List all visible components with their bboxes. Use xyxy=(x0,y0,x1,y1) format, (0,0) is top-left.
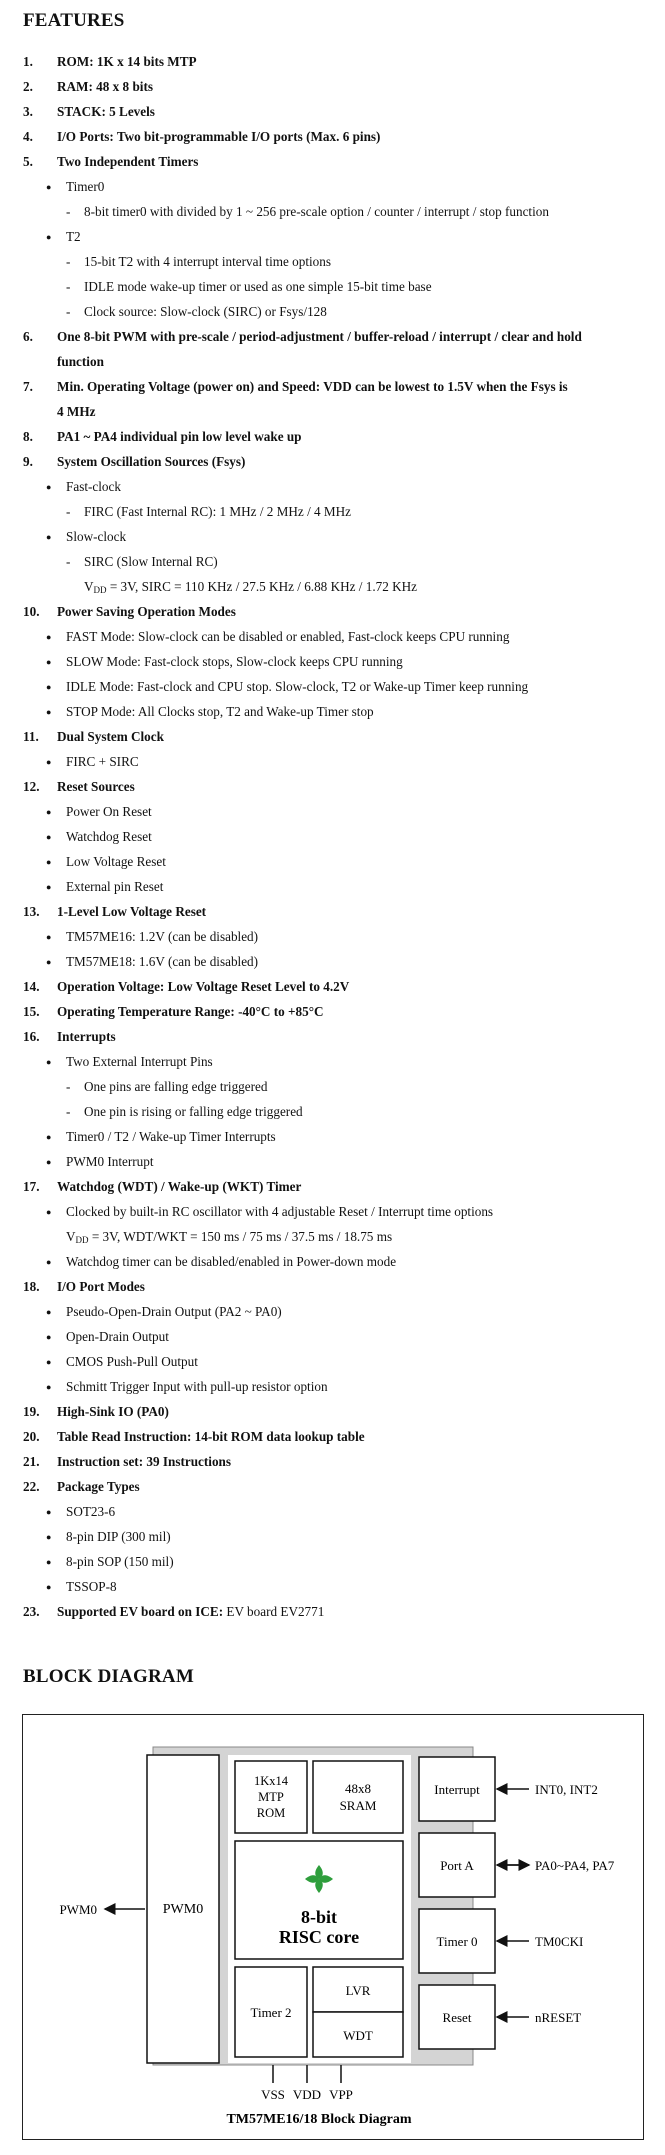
core-label-1: 8-bit xyxy=(301,1907,337,1927)
nreset-label: nRESET xyxy=(535,2010,582,2025)
feature-7-cont: 4 MHz xyxy=(57,404,96,419)
feature-12: 12. Reset Sources xyxy=(23,779,135,794)
power-mode-fast: ● FAST Mode: Slow-clock can be disabled or enabled, Fast-clock keeps CPU running xyxy=(66,628,509,645)
sram-block xyxy=(313,1761,403,1833)
io-mode-4: ● Schmitt Trigger Input with pull-up resistor option xyxy=(66,1378,328,1395)
feature-20: 20. Table Read Instruction: 14-bit ROM data lookup table xyxy=(23,1429,365,1444)
dual-clock-bullet: ● FIRC + SIRC xyxy=(66,753,139,770)
t2-detail-2: - IDLE mode wake-up timer or used as one simple 15-bit time base xyxy=(84,278,432,295)
package-4: ● TSSOP-8 xyxy=(66,1578,117,1595)
t2-bullet: ● T2 xyxy=(66,228,81,245)
porta-pins-label: PA0~PA4, PA7 xyxy=(535,1858,615,1873)
feature-5: 5. Two Independent Timers xyxy=(23,154,199,169)
interrupt-1: ● Two External Interrupt Pins xyxy=(66,1053,213,1070)
tm0cki-label: TM0CKI xyxy=(535,1934,584,1949)
rom-label-1: 1Kx14 xyxy=(253,1774,289,1788)
diagram-caption: TM57ME16/18 Block Diagram xyxy=(226,2112,412,2127)
feature-15: 15. Operating Temperature Range: -40°C to +85°C xyxy=(23,1004,324,1019)
t2-detail-3: - Clock source: Slow-clock (SIRC) or Fsys/128 xyxy=(84,303,327,320)
feature-17: 17. Watchdog (WDT) / Wake-up (WKT) Timer xyxy=(23,1179,302,1194)
package-1: ● SOT23-6 xyxy=(66,1503,115,1520)
lvr-1: ● TM57ME16: 1.2V (can be disabled) xyxy=(66,928,258,945)
int-pins-label: INT0, INT2 xyxy=(535,1782,598,1797)
reset-source-4: ● External pin Reset xyxy=(66,878,163,895)
interrupt-3: ● PWM0 Interrupt xyxy=(66,1153,154,1170)
io-mode-3: ● CMOS Push-Pull Output xyxy=(66,1353,198,1370)
slow-clock-voltage: $V_{DD} = 3V$, SIRC = 110 KHz / 27.5 KHz / 6.88 KHz / 1.72 KHz xyxy=(84,579,418,595)
reset-source-3: ● Low Voltage Reset xyxy=(66,853,166,870)
interrupt-label: Interrupt xyxy=(434,1782,480,1797)
t2-detail-1: - 15-bit T2 with 4 interrupt interval time options xyxy=(84,253,331,270)
feature-22: 22. Package Types xyxy=(23,1479,140,1494)
power-mode-stop: ● STOP Mode: All Clocks stop, T2 and Wake-up Timer stop xyxy=(66,703,374,720)
block-diagram-heading: BLOCK DIAGRAM xyxy=(23,1666,194,1687)
feature-6-cont: function xyxy=(57,354,104,369)
rom-label-3: ROM xyxy=(256,1806,286,1820)
wdt-1: ● Clocked by built-in RC oscillator with 4 adjustable Reset / Interrupt time options xyxy=(66,1203,493,1220)
feature-4: 4. I/O Ports: Two bit-programmable I/O ports (Max. 6 pins) xyxy=(23,129,381,144)
interrupt-1-detail-1: - One pins are falling edge triggered xyxy=(84,1078,267,1095)
feature-18: 18. I/O Port Modes xyxy=(23,1279,145,1294)
fast-clock-bullet: ● Fast-clock xyxy=(66,478,121,495)
block-diagram xyxy=(23,1715,643,2139)
feature-2: 2. RAM: 48 x 8 bits xyxy=(23,79,153,94)
porta-label: Port A xyxy=(440,1858,474,1873)
feature-9: 9. System Oscillation Sources (Fsys) xyxy=(23,454,246,469)
feature-19: 19. High-Sink IO (PA0) xyxy=(23,1404,169,1419)
wdt-voltage: $V_{DD} = 3V$, WDT/WKT = 150 ms / 75 ms / 37.5 ms / 18.75 ms xyxy=(66,1229,393,1245)
pwm0-block-label: PWM0 xyxy=(162,1902,204,1917)
feature-16: 16. Interrupts xyxy=(23,1029,116,1044)
pwm0-pin-label: PWM0 xyxy=(59,1902,97,1917)
timer0-detail: - 8-bit timer0 with divided by 1 ~ 256 pre-scale option / counter / interrupt / stop function xyxy=(84,203,549,220)
io-mode-1: ● Pseudo-Open-Drain Output (PA2 ~ PA0) xyxy=(66,1303,282,1320)
power-mode-slow: ● SLOW Mode: Fast-clock stops, Slow-clock keeps CPU running xyxy=(66,653,403,670)
package-2: ● 8-pin DIP (300 mil) xyxy=(66,1528,171,1545)
feature-6: 6. One 8-bit PWM with pre-scale / period-adjustment / buffer-reload / interrupt / clear and hold xyxy=(23,329,582,344)
fast-clock-detail: - FIRC (Fast Internal RC): 1 MHz / 2 MHz / 4 MHz xyxy=(84,503,351,520)
rom-label-2: MTP xyxy=(258,1790,284,1804)
slow-clock-bullet: ● Slow-clock xyxy=(66,528,126,545)
slow-clock-detail: - SIRC (Slow Internal RC) xyxy=(84,553,218,570)
wdt-label: WDT xyxy=(343,2028,373,2043)
reset-label: Reset xyxy=(442,2010,472,2025)
package-3: ● 8-pin SOP (150 mil) xyxy=(66,1553,174,1570)
features-heading: FEATURES xyxy=(23,10,125,31)
feature-8: 8. PA1 ~ PA4 individual pin low level wake up xyxy=(23,429,302,444)
timer0-bullet: ● Timer0 xyxy=(66,178,104,195)
timer0-label: Timer 0 xyxy=(436,1934,478,1949)
interrupt-2: ● Timer0 / T2 / Wake-up Timer Interrupts xyxy=(66,1128,276,1145)
vss-label: VSS xyxy=(261,2087,285,2102)
vpp-label: VPP xyxy=(329,2087,353,2102)
feature-23: 23. Supported EV board on ICE: EV board EV2771 xyxy=(23,1604,325,1619)
interrupt-1-detail-2: - One pin is rising or falling edge triggered xyxy=(84,1103,303,1120)
sram-label-2: SRAM xyxy=(339,1798,377,1813)
timer2-label: Timer 2 xyxy=(250,2005,292,2020)
lvr-2: ● TM57ME18: 1.6V (can be disabled) xyxy=(66,953,258,970)
lvr-label: LVR xyxy=(345,1983,371,1998)
feature-11: 11. Dual System Clock xyxy=(23,729,164,744)
io-mode-2: ● Open-Drain Output xyxy=(66,1328,169,1345)
feature-7: 7. Min. Operating Voltage (power on) and Speed: VDD can be lowest to 1.5V when the Fsys is xyxy=(23,379,568,394)
wdt-2: ● Watchdog timer can be disabled/enabled in Power-down mode xyxy=(66,1253,396,1270)
sram-label-1: 48x8 xyxy=(345,1781,371,1796)
feature-14: 14. Operation Voltage: Low Voltage Reset Level to 4.2V xyxy=(23,979,350,994)
feature-1: 1. ROM: 1K x 14 bits MTP xyxy=(23,54,197,69)
power-mode-idle: ● IDLE Mode: Fast-clock and CPU stop. Slow-clock, T2 or Wake-up Timer keep running xyxy=(66,678,528,695)
vdd-label: VDD xyxy=(292,2087,322,2102)
block-diagram-frame xyxy=(22,1714,644,2140)
feature-3: 3. STACK: 5 Levels xyxy=(23,104,155,119)
feature-10: 10. Power Saving Operation Modes xyxy=(23,604,236,619)
reset-source-2: ● Watchdog Reset xyxy=(66,828,152,845)
feature-13: 13. 1-Level Low Voltage Reset xyxy=(23,904,207,919)
feature-21: 21. Instruction set: 39 Instructions xyxy=(23,1454,232,1469)
reset-source-1: ● Power On Reset xyxy=(66,803,152,820)
core-label-2: RISC core xyxy=(278,1927,360,1947)
